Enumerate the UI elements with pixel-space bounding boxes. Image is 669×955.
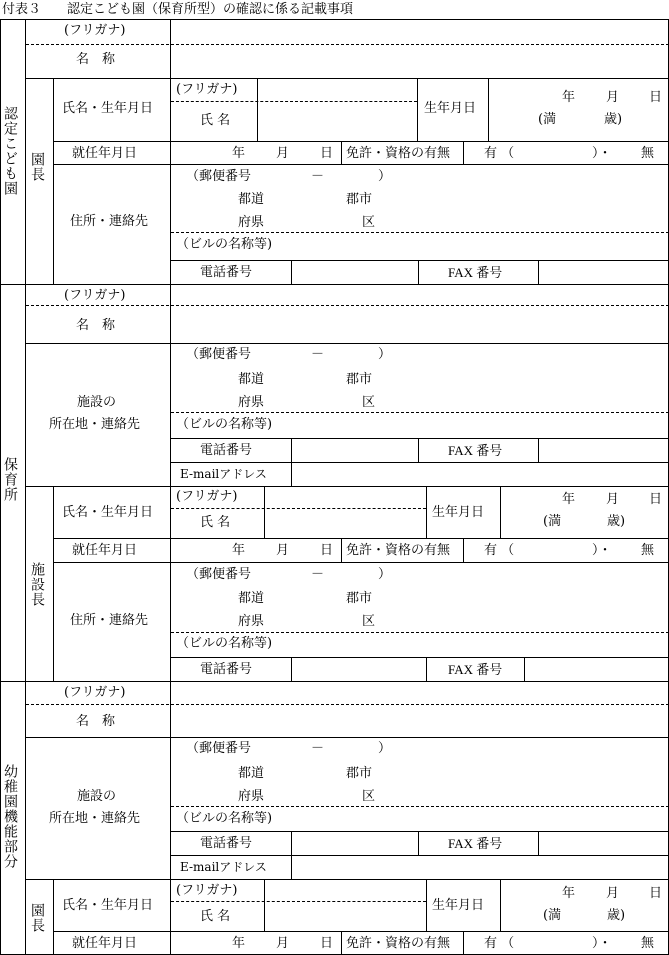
row-line (53, 538, 669, 539)
todo-label: 都道 (238, 372, 265, 387)
license-label: 免許・資格の有無 (346, 543, 451, 558)
year-label: 年 (562, 492, 576, 507)
building-label: （ビルの名称等) (176, 237, 273, 252)
todo-label: 都道 (238, 591, 265, 606)
yc-head-name-field[interactable] (265, 902, 426, 930)
facility-label-2: 所在地・連絡先 (49, 811, 141, 826)
address-label: 住所・連絡先 (70, 214, 149, 229)
fuken-label: 府県 (238, 395, 265, 410)
appointed-label: 就任年月日 (72, 936, 138, 951)
director-name-field[interactable] (265, 509, 426, 537)
divider (341, 538, 342, 562)
head-name-birth-label: 氏名・生年月日 (62, 505, 154, 520)
day-label: 日 (320, 543, 334, 558)
gunshi-label: 郡市 (346, 766, 373, 781)
fax-label: FAX 番号 (448, 443, 503, 458)
day-label: 日 (649, 886, 663, 901)
month-label: 月 (606, 886, 620, 901)
row-line (53, 931, 669, 932)
role-label-shisetsucho: 施設長 (29, 562, 45, 607)
youchien-name-field[interactable] (171, 705, 667, 736)
age-close-label: 歳) (607, 908, 626, 923)
age-close-label: 歳) (604, 112, 623, 127)
director-tel-field[interactable] (292, 658, 426, 680)
year-label: 年 (562, 90, 576, 105)
head-address-field[interactable] (171, 165, 667, 231)
day-label: 日 (649, 492, 663, 507)
postal-dash: － (311, 169, 325, 184)
todo-label: 都道 (238, 192, 265, 207)
head-furigana-field[interactable] (258, 79, 416, 100)
divider (418, 260, 419, 284)
appointed-label: 就任年月日 (72, 146, 138, 161)
divider (463, 931, 464, 955)
year-label: 年 (232, 146, 246, 161)
section-label-youchien: 幼稚園機能部分 (2, 764, 18, 869)
ku-label: 区 (362, 215, 376, 230)
license-no-option[interactable]: 無 (641, 936, 655, 951)
director-fax-field[interactable] (525, 658, 667, 680)
building-label: （ビルの名称等) (176, 811, 273, 826)
age-close-label: 歳) (607, 514, 626, 529)
postal-label: （郵便番号 (186, 567, 252, 582)
divider (53, 78, 54, 284)
head-name-birth-label: 氏名・生年月日 (62, 898, 154, 913)
director-building-field[interactable] (171, 633, 667, 656)
appointed-label: 就任年月日 (72, 543, 138, 558)
day-label: 日 (320, 146, 334, 161)
building-label: （ビルの名称等) (176, 417, 273, 432)
fax-label: FAX 番号 (448, 265, 503, 280)
hoikusho-email-field[interactable] (292, 463, 667, 485)
postal-close: ） (378, 347, 392, 362)
month-label: 月 (276, 936, 290, 951)
head-fax-field[interactable] (539, 261, 667, 283)
license-label: 免許・資格の有無 (346, 936, 451, 951)
license-no-option[interactable]: 無 (641, 146, 655, 161)
role-label-encho: 園長 (29, 903, 45, 933)
furigana-label: (フリガナ) (64, 685, 126, 700)
divider (418, 438, 419, 462)
fuken-label: 府県 (238, 789, 265, 804)
appointed-date-field[interactable] (171, 142, 341, 163)
gunshi-label: 郡市 (346, 591, 373, 606)
email-label: E-mailアドレス (180, 860, 267, 874)
postal-close: ） (378, 169, 392, 184)
head-name-birth-label: 氏名・生年月日 (62, 101, 154, 116)
license-close-label: ）・ (592, 543, 612, 558)
year-label: 年 (232, 543, 246, 558)
row-line (53, 141, 669, 142)
name-label: 名 称 (76, 52, 116, 67)
age-open-label: (満 (543, 514, 562, 529)
facility-name-field[interactable] (171, 45, 667, 77)
tel-label: 電話番号 (200, 662, 253, 677)
postal-label: （郵便番号 (186, 169, 252, 184)
divider (341, 141, 342, 164)
tel-label: 電話番号 (200, 443, 253, 458)
shimei-label: 氏 名 (200, 515, 231, 530)
hoikusho-tel-field[interactable] (292, 439, 418, 461)
ku-label: 区 (362, 395, 376, 410)
birth-date-label: 生年月日 (432, 505, 485, 520)
postal-label: （郵便番号 (186, 347, 252, 362)
age-open-label: (満 (538, 112, 557, 127)
age-open-label: (満 (543, 908, 562, 923)
divider (417, 78, 418, 141)
director-furigana-field[interactable] (265, 487, 426, 507)
license-yes-option[interactable]: 有 （ (484, 936, 515, 951)
divider (53, 486, 54, 681)
postal-dash: － (311, 567, 325, 582)
role-label-encho: 園長 (29, 152, 45, 182)
divider (426, 486, 427, 538)
birth-date-label: 生年月日 (424, 101, 477, 116)
facility-label-2: 所在地・連絡先 (49, 417, 141, 432)
youchien-email-field[interactable] (292, 856, 667, 878)
day-label: 日 (649, 90, 663, 105)
youchien-fax-field[interactable] (539, 832, 667, 854)
appointed-date-field[interactable] (171, 539, 341, 561)
day-label: 日 (320, 936, 334, 951)
furigana-label: (フリガナ) (64, 23, 126, 38)
divider (341, 931, 342, 955)
fax-label: FAX 番号 (448, 836, 503, 851)
yc-head-furigana-field[interactable] (265, 880, 426, 900)
furigana-label: (フリガナ) (64, 288, 126, 303)
todo-label: 都道 (238, 766, 265, 781)
youchien-tel-field[interactable] (292, 832, 418, 854)
section-label-hoikusho: 保育所 (2, 457, 18, 502)
youchien-furigana-field[interactable] (171, 682, 667, 703)
director-address-field[interactable] (171, 563, 667, 631)
hoikusho-name-field[interactable] (171, 306, 667, 342)
youchien-building-field[interactable] (171, 807, 667, 830)
hoikusho-building-field[interactable] (171, 413, 667, 437)
postal-dash: － (311, 741, 325, 756)
license-close-label: ）・ (592, 936, 612, 951)
youchien-address-field[interactable] (171, 738, 667, 805)
postal-dash: － (311, 347, 325, 362)
divider (426, 879, 427, 931)
appointed-date-field[interactable] (171, 932, 341, 954)
section-divider (25, 19, 26, 955)
license-yes-option[interactable]: 有 （ (484, 146, 515, 161)
hoikusho-address-field[interactable] (171, 344, 667, 411)
name-label: 名 称 (76, 714, 116, 729)
fax-label: FAX 番号 (448, 662, 503, 677)
month-label: 月 (276, 543, 290, 558)
fuken-label: 府県 (238, 215, 265, 230)
tel-label: 電話番号 (200, 836, 253, 851)
yc-head-birth-date-field[interactable] (501, 880, 667, 930)
head-building-field[interactable] (171, 233, 667, 259)
birth-date-label: 生年月日 (432, 898, 485, 913)
gunshi-label: 郡市 (346, 372, 373, 387)
gunshi-label: 郡市 (346, 192, 373, 207)
furigana-label: (フリガナ) (176, 489, 238, 504)
email-label: E-mailアドレス (180, 467, 267, 481)
month-label: 月 (606, 492, 620, 507)
divider (53, 879, 54, 955)
license-yes-option[interactable]: 有 （ (484, 543, 515, 558)
month-label: 月 (606, 90, 620, 105)
director-birth-date-field[interactable] (501, 487, 667, 537)
furigana-label: (フリガナ) (176, 883, 238, 898)
head-tel-field[interactable] (292, 261, 418, 283)
section-label-kodomoen: 認定こども園 (2, 106, 18, 196)
ku-label: 区 (362, 789, 376, 804)
furigana-label: (フリガナ) (176, 82, 238, 97)
name-label: 名 称 (76, 318, 116, 333)
divider (463, 538, 464, 562)
year-label: 年 (232, 936, 246, 951)
postal-close: ） (378, 741, 392, 756)
tel-label: 電話番号 (200, 265, 253, 280)
shimei-label: 氏 名 (200, 909, 231, 924)
postal-label: （郵便番号 (186, 741, 252, 756)
address-label: 住所・連絡先 (70, 613, 149, 628)
year-label: 年 (562, 886, 576, 901)
ku-label: 区 (362, 614, 376, 629)
hoikusho-fax-field[interactable] (539, 439, 667, 461)
head-name-field[interactable] (258, 102, 416, 140)
head-birth-date-field[interactable] (489, 79, 667, 140)
form-title: 付表３ 認定こども園（保育所型）の確認に係る記載事項 (2, 2, 354, 17)
divider (418, 831, 419, 855)
facility-furigana-field[interactable] (171, 20, 667, 43)
fuken-label: 府県 (238, 614, 265, 629)
license-close-label: ）・ (592, 146, 612, 161)
shimei-label: 氏 名 (200, 113, 231, 128)
hoikusho-furigana-field[interactable] (171, 285, 667, 304)
facility-label-1: 施設の (77, 789, 117, 804)
license-no-option[interactable]: 無 (641, 543, 655, 558)
divider (463, 141, 464, 164)
table-border-left (0, 19, 1, 955)
divider (426, 657, 427, 681)
license-label: 免許・資格の有無 (346, 146, 451, 161)
postal-close: ） (378, 567, 392, 582)
month-label: 月 (276, 146, 290, 161)
building-label: （ビルの名称等) (176, 636, 273, 651)
facility-label-1: 施設の (77, 395, 117, 410)
